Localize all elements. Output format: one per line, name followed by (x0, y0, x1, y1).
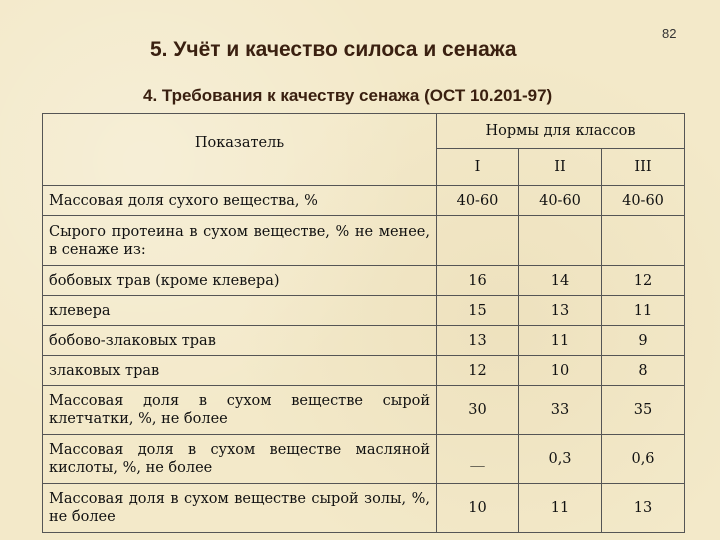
row-value-class-3: 9 (602, 326, 685, 356)
row-value-class-1: 13 (437, 326, 519, 356)
table-row (43, 435, 685, 484)
row-indicator: Массовая доля в сухом веществе масляной кислоты, %, не более (43, 435, 437, 484)
row-value-class-3: 13 (602, 484, 685, 533)
row-indicator: Массовая доля в сухом веществе сырой клетчатки, %, не более (43, 386, 437, 435)
table-row (43, 356, 685, 386)
row-indicator: бобово-злаковых трав (43, 326, 437, 356)
table-row (43, 386, 685, 435)
row-value-class-2: 14 (519, 266, 602, 296)
row-value-class-1: 15 (437, 296, 519, 326)
norms-header: Нормы для классов (437, 114, 685, 149)
row-value-class-1: __ (437, 435, 519, 484)
row-value-class-1 (437, 216, 519, 266)
table-row (43, 216, 685, 266)
class-header-2: II (519, 149, 602, 186)
row-value-class-2: 0,3 (519, 435, 602, 484)
table-row (43, 484, 685, 533)
row-indicator: злаковых трав (43, 356, 437, 386)
row-value-class-3 (602, 216, 685, 266)
row-value-class-3: 35 (602, 386, 685, 435)
row-indicator: Массовая доля в сухом веществе сырой золы, %, не более (43, 484, 437, 533)
table-row (43, 266, 685, 296)
row-value-class-2: 40-60 (519, 186, 602, 216)
row-value-class-3: 12 (602, 266, 685, 296)
table-row (43, 326, 685, 356)
row-value-class-1: 40-60 (437, 186, 519, 216)
page-number: 82 (662, 26, 677, 41)
table-title: 4. Требования к качеству сенажа (ОСТ 10.201-97) (143, 86, 553, 105)
row-indicator: Сырого протеина в сухом веществе, % не менее, в сенаже из: (43, 216, 437, 266)
row-value-class-1: 10 (437, 484, 519, 533)
slide-title: 5. Учёт и качество силоса и сенажа (150, 38, 517, 61)
table-header-row (43, 114, 685, 149)
row-value-class-3: 11 (602, 296, 685, 326)
row-indicator: клевера (43, 296, 437, 326)
row-value-class-2: 13 (519, 296, 602, 326)
indicator-header: Показатель (43, 114, 437, 186)
class-header-1: I (437, 149, 519, 186)
senage-quality-table (42, 113, 685, 533)
row-value-class-2: 11 (519, 326, 602, 356)
row-value-class-2 (519, 216, 602, 266)
row-value-class-3: 8 (602, 356, 685, 386)
row-value-class-3: 0,6 (602, 435, 685, 484)
class-header-3: III (602, 149, 685, 186)
row-value-class-1: 12 (437, 356, 519, 386)
row-indicator: Массовая доля сухого вещества, % (43, 186, 437, 216)
row-value-class-3: 40-60 (602, 186, 685, 216)
row-value-class-2: 11 (519, 484, 602, 533)
row-value-class-2: 33 (519, 386, 602, 435)
row-value-class-1: 30 (437, 386, 519, 435)
row-indicator: бобовых трав (кроме клевера) (43, 266, 437, 296)
table-row (43, 296, 685, 326)
row-value-class-1: 16 (437, 266, 519, 296)
row-value-class-2: 10 (519, 356, 602, 386)
table-row (43, 186, 685, 216)
